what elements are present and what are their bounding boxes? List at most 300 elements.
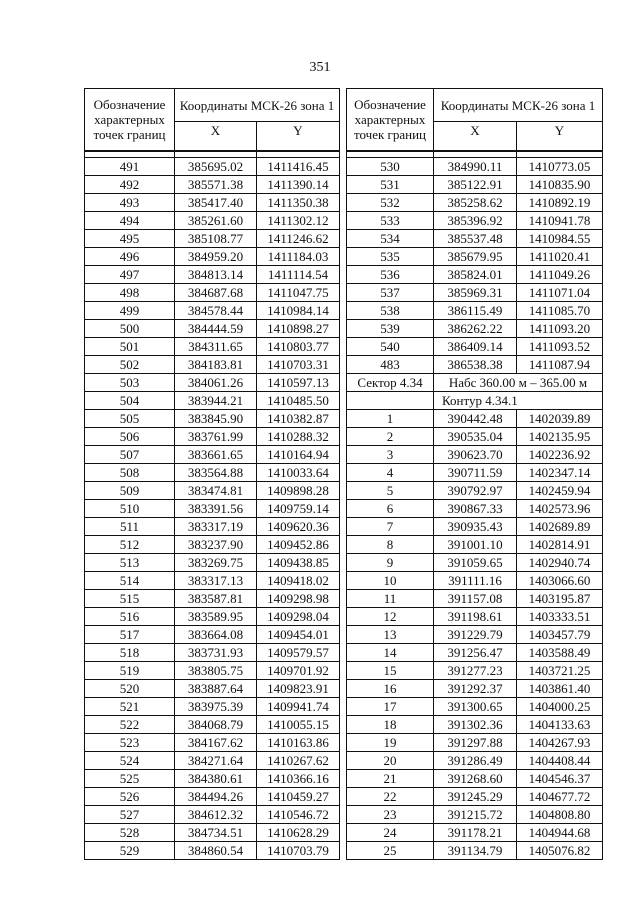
y-coordinate-cell: 1404267.93 (517, 734, 603, 752)
table-row (347, 248, 603, 266)
header-point-label: Обозначение характерных точек границ (85, 89, 175, 152)
y-coordinate-cell: 1409298.04 (257, 608, 340, 626)
x-coordinate-cell: 385695.02 (175, 158, 257, 176)
point-id-cell: 4 (347, 464, 434, 482)
point-id-cell: 515 (85, 590, 175, 608)
table-row (85, 626, 340, 644)
table-row (347, 842, 603, 860)
x-coordinate-cell: 383731.93 (175, 644, 257, 662)
table-row (347, 536, 603, 554)
y-coordinate-cell: 1403588.49 (517, 644, 603, 662)
table-row (85, 464, 340, 482)
x-coordinate-cell: 390935.43 (434, 518, 517, 536)
point-id-cell: 505 (85, 410, 175, 428)
table-row (85, 752, 340, 770)
point-id-cell: 494 (85, 212, 175, 230)
point-id-cell: 516 (85, 608, 175, 626)
header-y: Y (257, 122, 340, 152)
y-coordinate-cell: 1409823.91 (257, 680, 340, 698)
table-row (85, 356, 340, 374)
point-id-cell: 521 (85, 698, 175, 716)
table-row (85, 374, 340, 392)
contour-empty-cell (347, 392, 434, 410)
x-coordinate-cell: 391277.23 (434, 662, 517, 680)
x-coordinate-cell: 384860.54 (175, 842, 257, 860)
table-row (347, 320, 603, 338)
point-id-cell: 24 (347, 824, 434, 842)
y-coordinate-cell: 1402135.95 (517, 428, 603, 446)
point-id-cell: 6 (347, 500, 434, 518)
table-row (85, 176, 340, 194)
x-coordinate-cell: 385824.01 (434, 266, 517, 284)
x-coordinate-cell: 386409.14 (434, 338, 517, 356)
point-id-cell: 506 (85, 428, 175, 446)
x-coordinate-cell: 384271.64 (175, 752, 257, 770)
table-row (85, 230, 340, 248)
x-coordinate-cell: 383664.08 (175, 626, 257, 644)
table-row (347, 428, 603, 446)
x-coordinate-cell: 383805.75 (175, 662, 257, 680)
y-coordinate-cell: 1411390.14 (257, 176, 340, 194)
table-row (85, 788, 340, 806)
x-coordinate-cell: 391001.10 (434, 536, 517, 554)
y-coordinate-cell: 1410892.19 (517, 194, 603, 212)
table-row (85, 392, 340, 410)
y-coordinate-cell: 1410033.64 (257, 464, 340, 482)
x-coordinate-cell: 386262.22 (434, 320, 517, 338)
table-row (347, 770, 603, 788)
point-id-cell: 18 (347, 716, 434, 734)
table-row (347, 554, 603, 572)
y-coordinate-cell: 1411184.03 (257, 248, 340, 266)
x-coordinate-cell: 385417.40 (175, 194, 257, 212)
table-row (347, 662, 603, 680)
x-coordinate-cell: 384380.61 (175, 770, 257, 788)
y-coordinate-cell: 1410366.16 (257, 770, 340, 788)
y-coordinate-cell: 1404944.68 (517, 824, 603, 842)
header-coords-label: Координаты МСК-26 зона 1 (434, 89, 603, 122)
x-coordinate-cell: 386538.38 (434, 356, 517, 374)
y-coordinate-cell: 1411049.26 (517, 266, 603, 284)
point-id-cell: 495 (85, 230, 175, 248)
page-number: 351 (309, 60, 331, 75)
x-coordinate-cell: 391134.79 (434, 842, 517, 860)
point-id-cell: 3 (347, 446, 434, 464)
point-id-cell: 497 (85, 266, 175, 284)
point-id-cell: 14 (347, 644, 434, 662)
point-id-cell: 522 (85, 716, 175, 734)
table-row (85, 698, 340, 716)
point-id-cell: 507 (85, 446, 175, 464)
x-coordinate-cell: 383317.13 (175, 572, 257, 590)
y-coordinate-cell: 1409298.98 (257, 590, 340, 608)
y-coordinate-cell: 1410267.62 (257, 752, 340, 770)
table-row (347, 824, 603, 842)
point-id-cell: 22 (347, 788, 434, 806)
y-coordinate-cell: 1403066.60 (517, 572, 603, 590)
point-id-cell: 527 (85, 806, 175, 824)
table-row (347, 752, 603, 770)
y-coordinate-cell: 1403457.79 (517, 626, 603, 644)
x-coordinate-cell: 383564.88 (175, 464, 257, 482)
table-row (85, 554, 340, 572)
y-coordinate-cell: 1410288.32 (257, 428, 340, 446)
x-coordinate-cell: 383587.81 (175, 590, 257, 608)
table-row (85, 716, 340, 734)
point-id-cell: 2 (347, 428, 434, 446)
x-coordinate-cell: 383887.64 (175, 680, 257, 698)
y-coordinate-cell: 1402347.14 (517, 464, 603, 482)
point-id-cell: 512 (85, 536, 175, 554)
x-coordinate-cell: 383317.19 (175, 518, 257, 536)
table-row (85, 518, 340, 536)
y-coordinate-cell: 1409438.85 (257, 554, 340, 572)
point-id-cell: 526 (85, 788, 175, 806)
table-row (85, 266, 340, 284)
table-row (85, 644, 340, 662)
y-coordinate-cell: 1409579.57 (257, 644, 340, 662)
point-id-cell: 504 (85, 392, 175, 410)
point-id-cell: 5 (347, 482, 434, 500)
point-id-cell: 524 (85, 752, 175, 770)
table-row (85, 194, 340, 212)
y-coordinate-cell: 1409452.86 (257, 536, 340, 554)
y-coordinate-cell: 1410597.13 (257, 374, 340, 392)
y-coordinate-cell: 1411350.38 (257, 194, 340, 212)
x-coordinate-cell: 391302.36 (434, 716, 517, 734)
y-coordinate-cell: 1403333.51 (517, 608, 603, 626)
point-id-cell: 499 (85, 302, 175, 320)
table-row (85, 680, 340, 698)
header-coords-label: Координаты МСК-26 зона 1 (175, 89, 340, 122)
y-coordinate-cell: 1402236.92 (517, 446, 603, 464)
point-id-cell: 8 (347, 536, 434, 554)
table-row (347, 572, 603, 590)
sector-label: Сектор 4.34 (347, 374, 434, 392)
table-row (347, 500, 603, 518)
y-coordinate-cell: 1402573.96 (517, 500, 603, 518)
y-coordinate-cell: 1410703.79 (257, 842, 340, 860)
y-coordinate-cell: 1404133.63 (517, 716, 603, 734)
x-coordinate-cell: 384734.51 (175, 824, 257, 842)
y-coordinate-cell: 1411302.12 (257, 212, 340, 230)
point-id-cell: 531 (347, 176, 434, 194)
x-coordinate-cell: 383761.99 (175, 428, 257, 446)
point-id-cell: 539 (347, 320, 434, 338)
y-coordinate-cell: 1405076.82 (517, 842, 603, 860)
x-coordinate-cell: 384167.62 (175, 734, 257, 752)
table-row (85, 302, 340, 320)
point-id-cell: 528 (85, 824, 175, 842)
x-coordinate-cell: 383474.81 (175, 482, 257, 500)
y-coordinate-cell: 1409701.92 (257, 662, 340, 680)
y-coordinate-cell: 1410703.31 (257, 356, 340, 374)
y-coordinate-cell: 1410382.87 (257, 410, 340, 428)
point-id-cell: 510 (85, 500, 175, 518)
point-id-cell: 533 (347, 212, 434, 230)
y-coordinate-cell: 1410984.55 (517, 230, 603, 248)
x-coordinate-cell: 384687.68 (175, 284, 257, 302)
point-id-cell: 13 (347, 626, 434, 644)
table-row (85, 410, 340, 428)
contour-label: Контур 4.34.1 (434, 392, 603, 410)
y-coordinate-cell: 1410835.90 (517, 176, 603, 194)
y-coordinate-cell: 1411114.54 (257, 266, 340, 284)
x-coordinate-cell: 383845.90 (175, 410, 257, 428)
x-coordinate-cell: 384061.26 (175, 374, 257, 392)
x-coordinate-cell: 384813.14 (175, 266, 257, 284)
table-row (347, 680, 603, 698)
table-row (347, 698, 603, 716)
x-coordinate-cell: 390623.70 (434, 446, 517, 464)
y-coordinate-cell: 1411047.75 (257, 284, 340, 302)
x-coordinate-cell: 386115.49 (434, 302, 517, 320)
point-id-cell: 534 (347, 230, 434, 248)
y-coordinate-cell: 1410546.72 (257, 806, 340, 824)
point-id-cell: 492 (85, 176, 175, 194)
contour-row (347, 392, 603, 410)
x-coordinate-cell: 391215.72 (434, 806, 517, 824)
x-coordinate-cell: 391286.49 (434, 752, 517, 770)
y-coordinate-cell: 1411020.41 (517, 248, 603, 266)
y-coordinate-cell: 1411416.45 (257, 158, 340, 176)
table-row (85, 158, 340, 176)
table-row (347, 806, 603, 824)
point-id-cell: 20 (347, 752, 434, 770)
y-coordinate-cell: 1410055.15 (257, 716, 340, 734)
point-id-cell: 537 (347, 284, 434, 302)
table-row (85, 572, 340, 590)
table-row (347, 446, 603, 464)
x-coordinate-cell: 391111.16 (434, 572, 517, 590)
y-coordinate-cell: 1409620.36 (257, 518, 340, 536)
x-coordinate-cell: 385258.62 (434, 194, 517, 212)
point-id-cell: 491 (85, 158, 175, 176)
table-row (347, 230, 603, 248)
x-coordinate-cell: 383944.21 (175, 392, 257, 410)
point-id-cell: 17 (347, 698, 434, 716)
coordinates-table-right (346, 88, 603, 860)
point-id-cell: 493 (85, 194, 175, 212)
x-coordinate-cell: 391245.29 (434, 788, 517, 806)
y-coordinate-cell: 1402459.94 (517, 482, 603, 500)
point-id-cell: 502 (85, 356, 175, 374)
x-coordinate-cell: 383269.75 (175, 554, 257, 572)
table-row (347, 158, 603, 176)
y-coordinate-cell: 1403195.87 (517, 590, 603, 608)
point-id-cell: 498 (85, 284, 175, 302)
point-id-cell: 525 (85, 770, 175, 788)
x-coordinate-cell: 383661.65 (175, 446, 257, 464)
table-row (347, 590, 603, 608)
y-coordinate-cell: 1403721.25 (517, 662, 603, 680)
x-coordinate-cell: 385969.31 (434, 284, 517, 302)
point-id-cell: 523 (85, 734, 175, 752)
point-id-cell: 16 (347, 680, 434, 698)
y-coordinate-cell: 1411246.62 (257, 230, 340, 248)
table-row (347, 212, 603, 230)
y-coordinate-cell: 1411085.70 (517, 302, 603, 320)
y-coordinate-cell: 1403861.40 (517, 680, 603, 698)
y-coordinate-cell: 1410773.05 (517, 158, 603, 176)
y-coordinate-cell: 1411093.20 (517, 320, 603, 338)
y-coordinate-cell: 1410984.14 (257, 302, 340, 320)
y-coordinate-cell: 1410163.86 (257, 734, 340, 752)
table-row (85, 284, 340, 302)
y-coordinate-cell: 1410898.27 (257, 320, 340, 338)
x-coordinate-cell: 384990.11 (434, 158, 517, 176)
y-coordinate-cell: 1404408.44 (517, 752, 603, 770)
table-row (85, 428, 340, 446)
table-row (347, 482, 603, 500)
x-coordinate-cell: 383589.95 (175, 608, 257, 626)
point-id-cell: 518 (85, 644, 175, 662)
x-coordinate-cell: 384612.32 (175, 806, 257, 824)
y-coordinate-cell: 1409454.01 (257, 626, 340, 644)
sector-row (347, 374, 603, 392)
table-row (85, 824, 340, 842)
point-id-cell: 509 (85, 482, 175, 500)
y-coordinate-cell: 1410941.78 (517, 212, 603, 230)
x-coordinate-cell: 384311.65 (175, 338, 257, 356)
table-row (347, 338, 603, 356)
x-coordinate-cell: 383391.56 (175, 500, 257, 518)
sector-level: Набс 360.00 м – 365.00 м (434, 374, 603, 392)
point-id-cell: 12 (347, 608, 434, 626)
table-row (347, 176, 603, 194)
x-coordinate-cell: 384068.79 (175, 716, 257, 734)
table-row (347, 266, 603, 284)
table-row (85, 500, 340, 518)
x-coordinate-cell: 391198.61 (434, 608, 517, 626)
x-coordinate-cell: 385679.95 (434, 248, 517, 266)
y-coordinate-cell: 1409898.28 (257, 482, 340, 500)
y-coordinate-cell: 1404546.37 (517, 770, 603, 788)
point-id-cell: 503 (85, 374, 175, 392)
table-row (347, 194, 603, 212)
point-id-cell: 530 (347, 158, 434, 176)
point-id-cell: 519 (85, 662, 175, 680)
y-coordinate-cell: 1411071.04 (517, 284, 603, 302)
point-id-cell: 10 (347, 572, 434, 590)
y-coordinate-cell: 1402039.89 (517, 410, 603, 428)
point-id-cell: 508 (85, 464, 175, 482)
y-coordinate-cell: 1404677.72 (517, 788, 603, 806)
y-coordinate-cell: 1404000.25 (517, 698, 603, 716)
x-coordinate-cell: 390711.59 (434, 464, 517, 482)
x-coordinate-cell: 385261.60 (175, 212, 257, 230)
table-row (85, 806, 340, 824)
x-coordinate-cell: 391300.65 (434, 698, 517, 716)
point-id-cell: 532 (347, 194, 434, 212)
y-coordinate-cell: 1409941.74 (257, 698, 340, 716)
y-coordinate-cell: 1410485.50 (257, 392, 340, 410)
point-id-cell: 23 (347, 806, 434, 824)
y-coordinate-cell: 1410803.77 (257, 338, 340, 356)
table-row (85, 590, 340, 608)
table-row (85, 248, 340, 266)
x-coordinate-cell: 390442.48 (434, 410, 517, 428)
x-coordinate-cell: 384494.26 (175, 788, 257, 806)
y-coordinate-cell: 1411093.52 (517, 338, 603, 356)
x-coordinate-cell: 391178.21 (434, 824, 517, 842)
table-row (85, 662, 340, 680)
table-body-right-bottom (347, 410, 603, 860)
x-coordinate-cell: 391229.79 (434, 626, 517, 644)
point-id-cell: 25 (347, 842, 434, 860)
y-coordinate-cell: 1410628.29 (257, 824, 340, 842)
y-coordinate-cell: 1409759.14 (257, 500, 340, 518)
table-row (85, 734, 340, 752)
y-coordinate-cell: 1402814.91 (517, 536, 603, 554)
x-coordinate-cell: 383975.39 (175, 698, 257, 716)
table-row (347, 518, 603, 536)
table-row (347, 644, 603, 662)
point-id-cell: 501 (85, 338, 175, 356)
y-coordinate-cell: 1402940.74 (517, 554, 603, 572)
table-row (347, 626, 603, 644)
table-body-right-top (347, 158, 603, 374)
point-id-cell: 21 (347, 770, 434, 788)
x-coordinate-cell: 391292.37 (434, 680, 517, 698)
x-coordinate-cell: 383237.90 (175, 536, 257, 554)
x-coordinate-cell: 385108.77 (175, 230, 257, 248)
point-id-cell: 500 (85, 320, 175, 338)
x-coordinate-cell: 391059.65 (434, 554, 517, 572)
table-row (85, 446, 340, 464)
table-row (347, 464, 603, 482)
x-coordinate-cell: 390867.33 (434, 500, 517, 518)
table-row (347, 410, 603, 428)
table-row (85, 608, 340, 626)
point-id-cell: 536 (347, 266, 434, 284)
table-row (85, 320, 340, 338)
x-coordinate-cell: 385537.48 (434, 230, 517, 248)
x-coordinate-cell: 390535.04 (434, 428, 517, 446)
table-row (85, 212, 340, 230)
x-coordinate-cell: 385571.38 (175, 176, 257, 194)
header-x: X (434, 122, 517, 152)
x-coordinate-cell: 384959.20 (175, 248, 257, 266)
table-row (347, 608, 603, 626)
x-coordinate-cell: 384183.81 (175, 356, 257, 374)
point-id-cell: 513 (85, 554, 175, 572)
header-point-label: Обозначение характерных точек границ (347, 89, 434, 152)
x-coordinate-cell: 384444.59 (175, 320, 257, 338)
point-id-cell: 529 (85, 842, 175, 860)
point-id-cell: 7 (347, 518, 434, 536)
table-row (85, 842, 340, 860)
point-id-cell: 11 (347, 590, 434, 608)
point-id-cell: 483 (347, 356, 434, 374)
table-row (347, 716, 603, 734)
x-coordinate-cell: 384578.44 (175, 302, 257, 320)
table-row (347, 356, 603, 374)
table-body-left (85, 158, 340, 860)
x-coordinate-cell: 391157.08 (434, 590, 517, 608)
table-row (85, 536, 340, 554)
point-id-cell: 1 (347, 410, 434, 428)
coordinates-table-left (84, 88, 340, 860)
point-id-cell: 19 (347, 734, 434, 752)
point-id-cell: 538 (347, 302, 434, 320)
table-row (347, 302, 603, 320)
y-coordinate-cell: 1402689.89 (517, 518, 603, 536)
point-id-cell: 15 (347, 662, 434, 680)
point-id-cell: 514 (85, 572, 175, 590)
x-coordinate-cell: 391256.47 (434, 644, 517, 662)
y-coordinate-cell: 1410164.94 (257, 446, 340, 464)
